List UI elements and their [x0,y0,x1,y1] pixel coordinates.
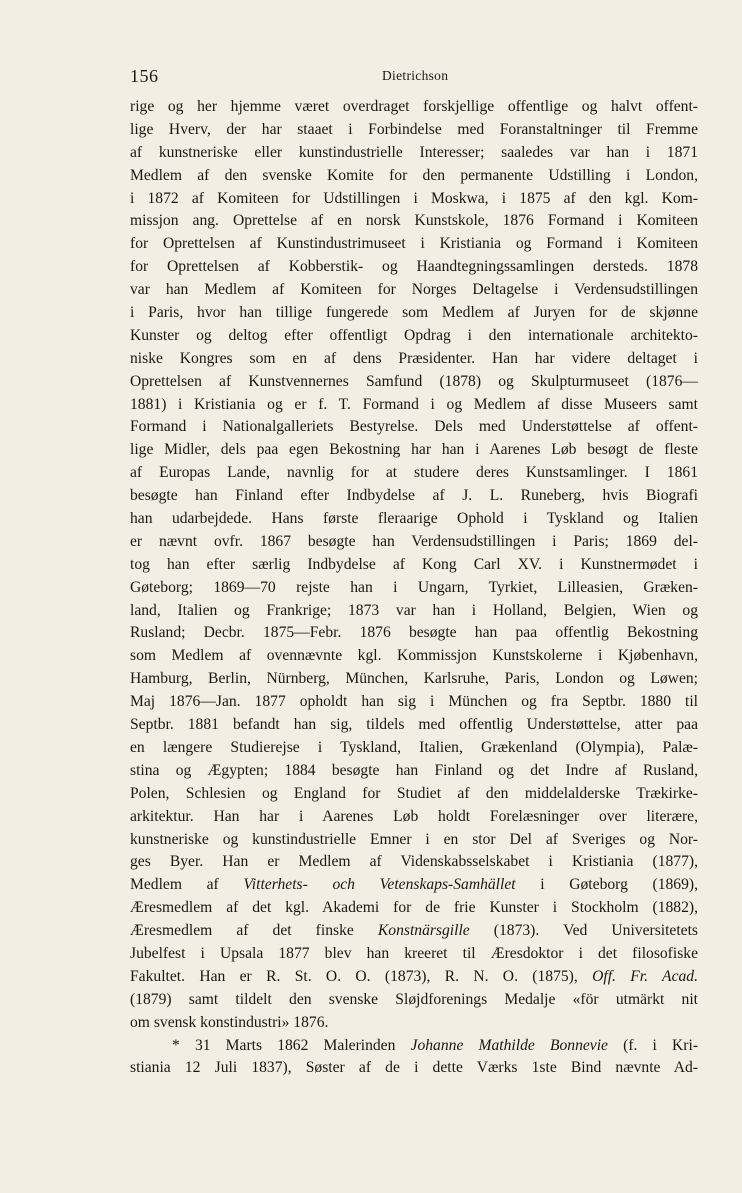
footnote-line [130,1035,698,1058]
text-run: (f. i Kri- [607,1036,699,1054]
text-line: som Medlem af ovennævnte kgl. Kommissjon Kunstskolerne i Kjøbenhavn, [130,647,698,665]
text-line: Formand i Nationalgalleriets Bestyrelse. Dels med Understøttelse af offent- [130,418,698,436]
text-line: Gøteborg; 1869—70 rejste han i Ungarn, Tyrkiet, Lilleasien, Græken- [130,578,698,596]
text-run: i Gøteborg (1869), [515,876,698,894]
text-line: (1879) samt tildelt den svenske Sløjdforenings Medalje «för utmärkt nit [130,990,698,1008]
text-line: lige Hverv, der har staaet i Forbindelse med Foranstaltninger til Fremme [130,120,698,138]
text-line: en længere Studierejse i Tyskland, Italien, Grækenland (Olympia), Palæ- [130,738,698,756]
text-line: for Oprettelsen af Kobberstik- og Haandtegningssamlingen dersteds. 1878 [130,258,698,276]
text-line: Rusland; Decbr. 1875—Febr. 1876 besøgte han paa offentlig Bekostning [130,624,698,642]
italic-name: Johanne Mathilde Bonnevie [410,1036,608,1054]
running-title: Dietrichson [382,68,449,83]
text-line: af Europas Lande, navnlig for at studere deres Kunstsamlinger. I 1861 [130,464,698,482]
text-line: i Paris, hvor han tillige fungerede som Medlem af Juryen for de skjønne [130,304,698,322]
text-run: Medlem af [130,876,244,894]
italic-abbreviation: Off. Fr. Acad. [592,967,698,985]
text-line: missjon ang. Oprettelse af en norsk Kunstskole, 1876 Formand i Komiteen [130,212,698,230]
text-line: han udarbejdede. Hans første fleraarige Ophold i Tyskland og Italien [130,510,698,528]
text-line: tog han efter særlig Indbydelse af Kong Carl XV. i Kunstnermødet i [130,555,698,573]
text-line: Æresmedlem af det kgl. Akademi for de frie Kunster i Stockholm (1882), [130,899,698,917]
text-line: om svensk konstindustri» 1876. [130,1013,329,1031]
text-line: Hamburg, Berlin, Nürnberg, München, Karlsruhe, Paris, London og Løwen; [130,670,698,688]
text-line: Maj 1876—Jan. 1877 opholdt han sig i München og fra Septbr. 1880 til [130,693,698,711]
footnote-line: stiania 12 Juli 1837), Søster af de i dette Værks 1ste Bind nævnte Ad- [130,1059,698,1077]
text-line: land, Italien og Frankrige; 1873 var han i Holland, Belgien, Wien og [130,601,698,619]
text-line: kunstneriske og kunstindustrielle Emner i en stor Del af Sveriges og Nor- [130,830,698,848]
text-line: i 1872 af Komiteen for Udstillingen i Moskwa, i 1875 af den kgl. Kom- [130,189,698,207]
italic-title: Vitterhets- och Vetenskaps-Samhället [243,876,516,894]
text-line: for Oprettelsen af Kunstindustrimuseet i Kristiania og Formand i Komiteen [130,235,698,253]
text-line-with-italic [130,920,698,943]
text-line: besøgte han Finland efter Indbydelse af J. L. Runeberg, hvis Biografi [130,487,698,505]
text-run: Fakultet. Han er R. St. O. O. (1873), R. N. O. (1875), [130,967,593,985]
text-line: niske Kongres som en af dens Præsidenter. Han har videre deltaget i [130,349,698,367]
text-line-with-italic [130,966,698,989]
text-run: * 31 Marts 1862 Malerinden [172,1036,411,1054]
text-line: Polen, Schlesien og England for Studiet af den middelalderske Trækirke- [130,784,698,802]
text-line: Medlem af den svenske Komite for den permanente Udstilling i London, [130,166,698,184]
text-run: (1873). Ved Universitetets [469,922,699,940]
text-line: 1881) i Kristiania og er f. T. Formand i og Medlem af disse Museers samt [130,395,698,413]
body-text [130,96,698,1080]
text-line-with-italic [130,874,698,897]
page-number: 156 [130,66,159,86]
text-run: Æresmedlem af det finske [130,922,378,940]
text-line: arkitektur. Han har i Aarenes Løb holdt Forelæsninger over literære, [130,807,698,825]
text-line: af kunstneriske eller kunstindustrielle Interesser; saaledes var han i 1871 [130,143,698,161]
text-line: Kunster og deltog efter offentligt Opdrag i den internationale architekto- [130,326,698,344]
text-line: ges Byer. Han er Medlem af Videnskabsselskabet i Kristiania (1877), [130,853,698,871]
text-line: Oprettelsen af Kunstvennernes Samfund (1878) og Skulpturmuseet (1876— [130,372,698,390]
text-line: Septbr. 1881 befandt han sig, tildels med offentlig Understøttelse, atter paa [130,716,698,734]
text-line: er nævnt ovfr. 1867 besøgte han Verdensudstillingen i Paris; 1869 del- [130,532,698,550]
running-head [130,66,698,90]
text-line: stina og Ægypten; 1884 besøgte han Finland og det Indre af Rusland, [130,761,698,779]
italic-title: Konstnärsgille [377,922,470,940]
text-line: Jubelfest i Upsala 1877 blev han kreeret til Æresdoktor i det filosofiske [130,944,698,962]
text-line: lige Midler, dels paa egen Bekostning har han i Aarenes Løb besøgt de fleste [130,441,698,459]
text-line: var han Medlem af Komiteen for Norges Deltagelse i Verdensudstillingen [130,281,698,299]
text-line: rige og her hjemme været overdraget forskjellige offentlige og halvt offent- [130,98,698,115]
